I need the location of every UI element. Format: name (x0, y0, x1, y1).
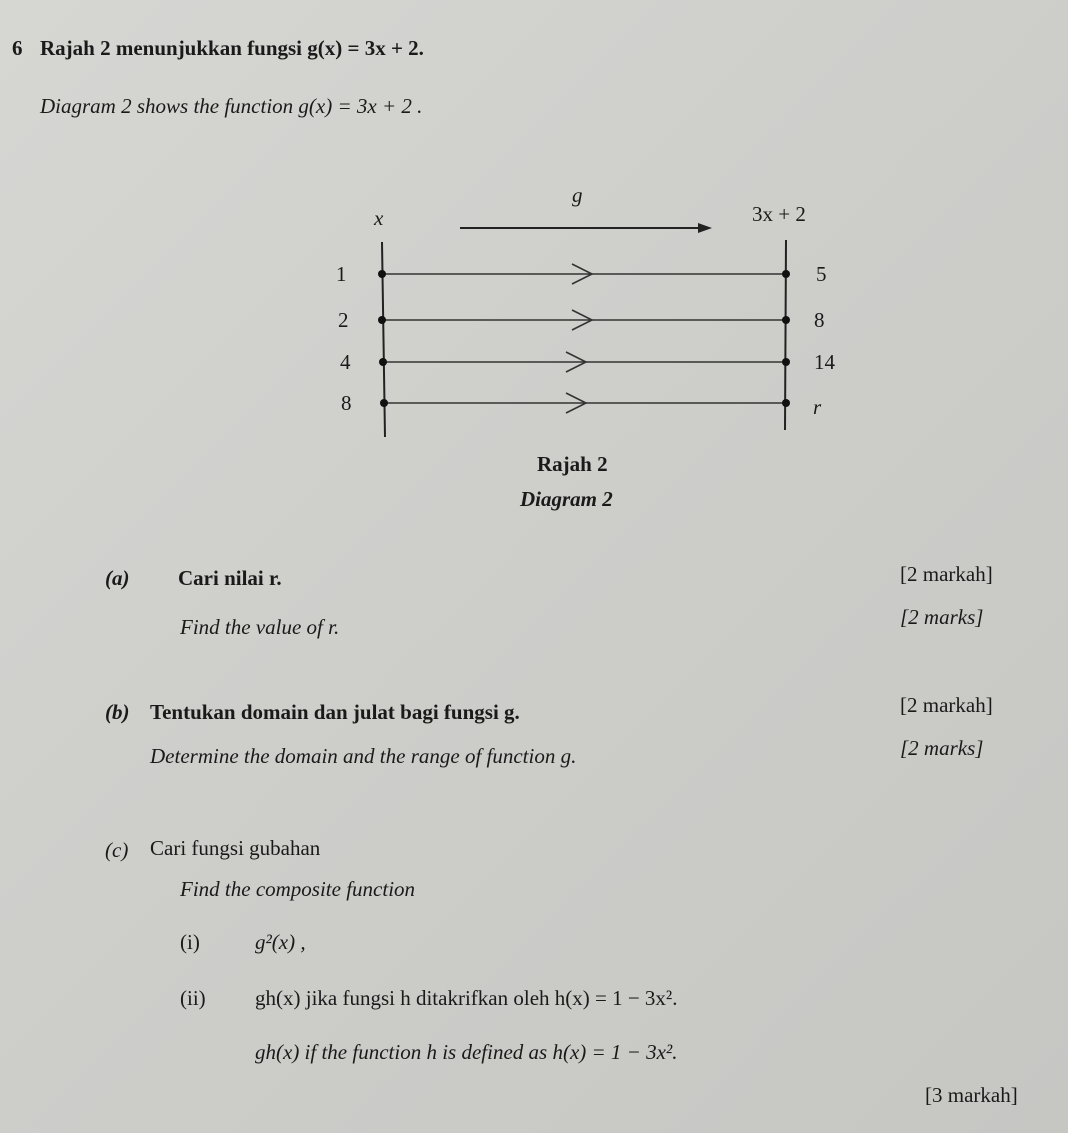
part-c-i-text: g²(x) , (255, 930, 306, 954)
output-value: r (813, 395, 822, 419)
input-value: 1 (336, 262, 347, 286)
output-value: 5 (816, 262, 827, 286)
mapping-row-1 (378, 264, 790, 284)
part-c-ii-label: (ii) (180, 986, 206, 1010)
question-number: 6 (12, 36, 23, 60)
part-b-marks-malay: [2 markah] (900, 693, 993, 717)
output-value: 8 (814, 308, 825, 332)
input-value: 8 (341, 391, 352, 415)
diagram-caption-malay: Rajah 2 (537, 452, 608, 476)
function-label: g (572, 183, 583, 207)
mapping-row-2 (378, 310, 790, 330)
part-b-label: (b) (105, 700, 130, 724)
part-b-marks-english: [2 marks] (900, 736, 984, 760)
part-c-marks-malay: [3 markah] (925, 1083, 1018, 1107)
diagram-caption-english: Diagram 2 (520, 487, 613, 511)
part-c-malay: Cari fungsi gubahan (150, 836, 321, 860)
part-c-english: Find the composite function (180, 877, 416, 901)
part-a-label: (a) (105, 566, 130, 590)
part-a-marks-english: [2 marks] (900, 605, 984, 629)
part-a-english: Find the value of r. (180, 615, 340, 639)
part-a-malay: Cari nilai r. (178, 566, 282, 590)
part-b-english: Determine the domain and the range of function g. (150, 744, 577, 768)
intro-malay: Rajah 2 menunjukkan fungsi g(x) = 3x + 2. (40, 36, 424, 60)
domain-label: x (374, 206, 384, 230)
part-a-marks-malay: [2 markah] (900, 562, 993, 586)
codomain-label: 3x + 2 (752, 202, 806, 226)
mapping-row-3 (379, 352, 790, 372)
input-value: 2 (338, 308, 349, 332)
output-value: 14 (814, 350, 835, 374)
part-c-label: (c) (105, 838, 129, 862)
mapping-row-4 (380, 393, 790, 413)
mapping-arrowhead-icon (698, 223, 712, 233)
part-c-i-label: (i) (180, 930, 200, 954)
intro-english: Diagram 2 shows the function g(x) = 3x + 2 . (40, 94, 423, 118)
input-value: 4 (340, 350, 351, 374)
part-b-malay: Tentukan domain dan julat bagi fungsi g. (150, 700, 520, 724)
part-c-ii-malay: gh(x) jika fungsi h ditakrifkan oleh h(x) = 1 − 3x². (255, 986, 678, 1010)
part-c-ii-english: gh(x) if the function h is defined as h(x) = 1 − 3x². (255, 1040, 678, 1064)
